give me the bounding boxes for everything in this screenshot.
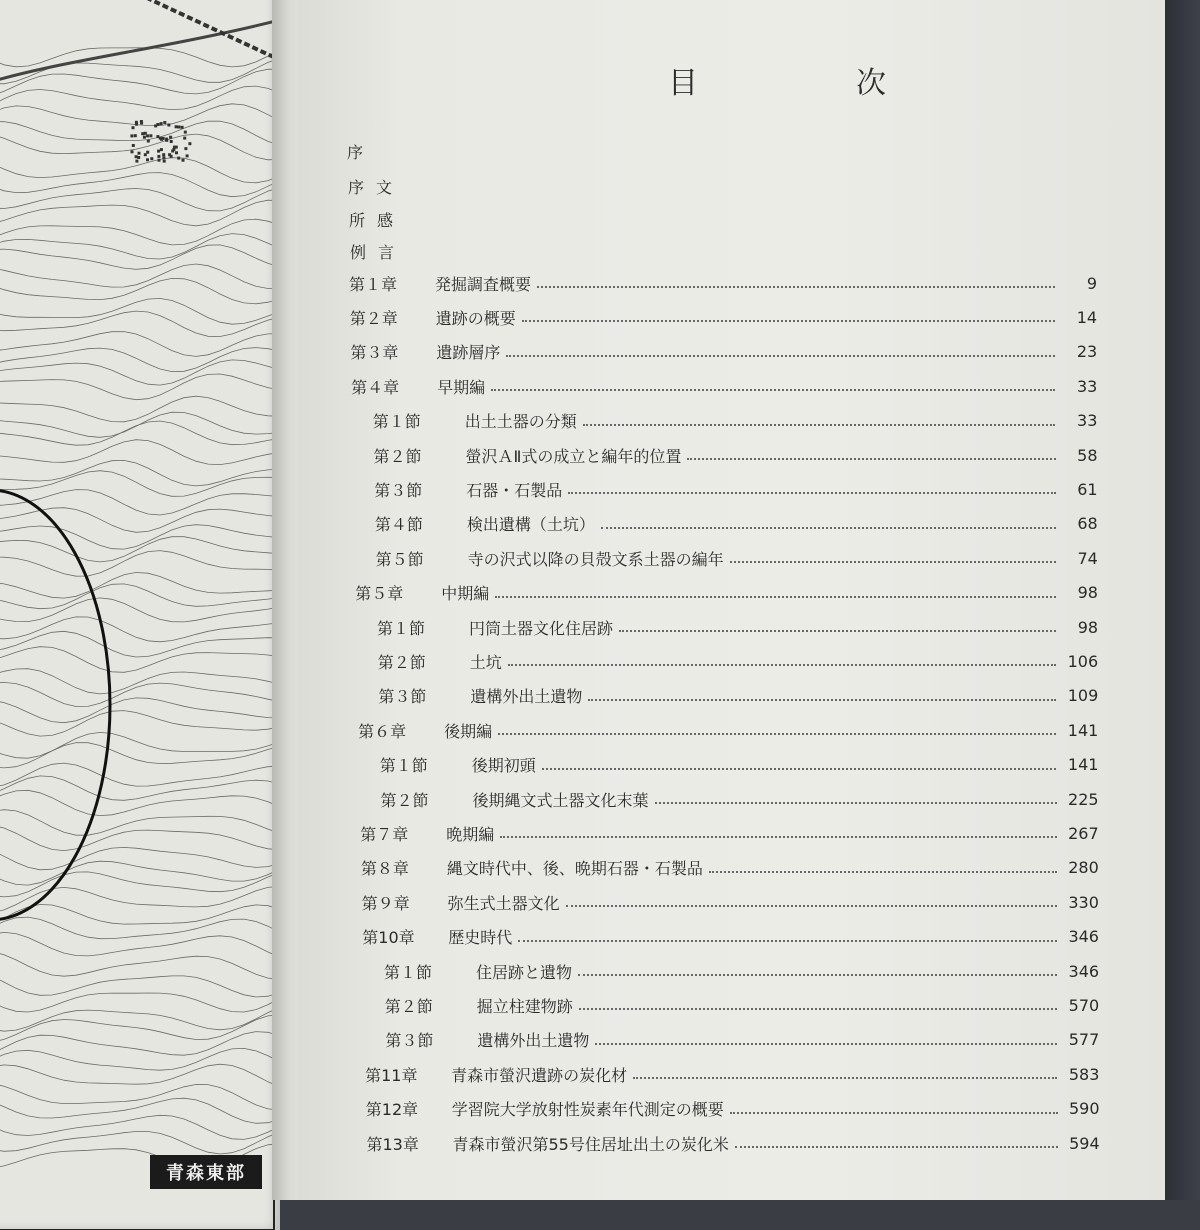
building-mark [184, 147, 187, 150]
toc-number-label: 第１節 [384, 962, 433, 982]
contour-line [0, 1032, 280, 1056]
dot-leader [633, 1077, 1057, 1079]
toc-number-label: 第３節 [374, 480, 423, 500]
toc-number-label: 第５章 [355, 584, 404, 604]
toc-page-number: 109 [1067, 686, 1099, 706]
building-mark [130, 134, 133, 137]
toc-page-number: 594 [1069, 1133, 1100, 1153]
contour-line [0, 460, 280, 486]
toc-page-number: 9 [1086, 273, 1097, 293]
toc-page-number: 141 [1067, 755, 1099, 775]
contour-line [0, 158, 280, 183]
dot-leader [735, 1146, 1058, 1148]
contour-line [0, 682, 280, 706]
building-mark [143, 136, 146, 139]
building-mark [132, 126, 135, 129]
toc-page-number: 98 [1077, 583, 1098, 603]
preface-item: 序 [347, 143, 376, 162]
dot-leader [498, 733, 1056, 735]
toc-number-label: 第７章 [360, 824, 409, 844]
building-mark [146, 158, 149, 161]
toc-section-row [381, 785, 1099, 813]
contour-line [0, 278, 280, 303]
dot-leader [500, 836, 1056, 838]
building-mark [147, 140, 150, 143]
toc-entry-title: 遺跡の概要 [435, 308, 516, 328]
toc-number-label: 第３節 [378, 687, 427, 707]
contour-line [0, 763, 280, 787]
contour-line [0, 396, 280, 422]
toc-page-number: 106 [1067, 651, 1099, 671]
building-mark [168, 153, 171, 156]
contour-line [0, 1084, 280, 1110]
railway-line [130, 0, 280, 60]
dot-leader [595, 1043, 1057, 1045]
contour-line [0, 1048, 280, 1070]
toc-page-number: 14 [1076, 307, 1098, 327]
toc-entry-title: 歴史時代 [448, 928, 513, 948]
toc-number-label: 第11章 [365, 1065, 418, 1085]
toc-entry-title: 青森市螢沢遺跡の炭化材 [451, 1065, 628, 1085]
toc-page-number: 570 [1068, 995, 1100, 1015]
toc-entry-title: 後期縄文式土器文化末葉 [472, 790, 649, 810]
dot-leader [588, 699, 1056, 701]
contour-line [0, 952, 280, 980]
toc-entry-title: 発掘調査概要 [435, 274, 532, 294]
building-mark [140, 120, 143, 123]
contour-line [0, 69, 280, 95]
toc-page-number: 346 [1068, 927, 1099, 947]
contour-line [0, 1098, 280, 1123]
contour-line [0, 573, 280, 599]
toc-number-label: 第９章 [361, 893, 410, 913]
contour-line [0, 421, 280, 445]
contour-line [0, 187, 280, 211]
building-mark [167, 124, 170, 127]
dot-leader [687, 458, 1055, 460]
contour-line [0, 584, 280, 609]
toc-entry-title: 後期編 [444, 721, 493, 741]
building-mark [162, 153, 165, 156]
building-mark [182, 159, 185, 162]
dot-leader [583, 424, 1056, 426]
toc-entry-title: 弥生式土器文化 [447, 893, 560, 913]
building-mark [157, 150, 160, 153]
contour-line [0, 173, 280, 197]
dot-leader [491, 389, 1055, 391]
dot-leader [566, 905, 1057, 907]
contour-line [0, 617, 280, 642]
topographic-map-page [0, 0, 280, 1230]
dot-leader [542, 768, 1057, 770]
toc-number-label: 第３章 [350, 343, 399, 363]
toc-section-row [378, 647, 1098, 675]
contour-line [0, 872, 280, 897]
map-frame [0, 0, 274, 1230]
building-mark [165, 139, 168, 142]
map-sheet-label: 青森東部 [150, 1155, 262, 1189]
building-mark [181, 126, 184, 129]
building-mark [150, 157, 153, 160]
preface-item: 例言 [350, 243, 407, 262]
toc-number-label: 第10章 [362, 928, 415, 948]
preface-item: 序文 [348, 178, 405, 197]
toc-entry-title: 検出遺構（土坑） [466, 515, 595, 535]
toc-entry-title: 円筒土器文化住居跡 [469, 618, 614, 638]
toc-page-number: 23 [1076, 342, 1098, 362]
toc-section-row [380, 751, 1099, 779]
toc-section-row [374, 441, 1098, 469]
toc-number-label: 第６章 [358, 721, 407, 741]
contour-line [0, 711, 280, 737]
toc-page-number: 583 [1068, 1064, 1100, 1084]
building-mark [160, 148, 163, 151]
building-mark [183, 137, 186, 140]
contour-line [0, 698, 280, 723]
preface-item: 所感 [349, 211, 406, 230]
toc-entry-title: 学習院大学放射性炭素年代測定の概要 [451, 1100, 724, 1120]
building-mark [163, 121, 166, 124]
dot-leader [518, 940, 1057, 942]
building-mark [141, 132, 144, 135]
toc-chapter-row [358, 716, 1098, 744]
dot-leader [579, 1008, 1057, 1010]
building-mark [144, 132, 147, 135]
building-mark [132, 144, 135, 147]
toc-number-label: 第２章 [349, 308, 398, 328]
building-mark [158, 159, 161, 162]
toc-chapter-row [366, 1095, 1100, 1123]
contour-line [0, 525, 280, 549]
contour-line [0, 905, 280, 925]
toc-page-number: 330 [1068, 892, 1099, 912]
toc-page-number: 280 [1068, 858, 1099, 878]
dot-leader [578, 974, 1057, 976]
toc-chapter-row [355, 579, 1098, 607]
building-mark [170, 140, 173, 143]
road-line [0, 20, 280, 85]
toc-chapter-row [350, 303, 1097, 331]
toc-number-label: 第13章 [366, 1134, 419, 1154]
contour-line [0, 669, 280, 694]
toc-number-label: 第１節 [372, 412, 421, 432]
contour-line [0, 134, 280, 160]
toc-entry-title: 寺の沢式以降の貝殻文系土器の編年 [467, 549, 724, 569]
toc-entry-title: 掘立柱建物跡 [476, 996, 573, 1016]
toc-page-number: 141 [1067, 720, 1099, 740]
contour-line [0, 810, 280, 836]
toc-chapter-row [351, 372, 1097, 400]
contour-line [0, 598, 280, 622]
toc-section-row [377, 613, 1098, 641]
contour-line [0, 360, 280, 385]
contour-line [0, 264, 280, 289]
building-mark [135, 160, 138, 163]
toc-chapter-row [349, 269, 1097, 297]
building-mark [163, 160, 166, 163]
contour-line [0, 1064, 280, 1087]
building-mark [175, 151, 178, 154]
contour-line [0, 976, 280, 997]
toc-number-label: 第５節 [375, 549, 424, 569]
building-mark [157, 155, 160, 158]
toc-entry-title: 後期初頭 [471, 756, 536, 776]
building-mark [175, 125, 178, 128]
toc-section-row [385, 1026, 1099, 1054]
dot-leader [508, 664, 1056, 666]
toc-number-label: 第３節 [385, 1031, 434, 1051]
building-mark [186, 154, 189, 157]
contour-line [0, 790, 280, 815]
toc-entry-title: 出土土器の分類 [464, 412, 577, 432]
building-mark [160, 138, 163, 141]
building-mark [156, 123, 159, 126]
building-mark [188, 142, 191, 145]
dot-leader [655, 802, 1057, 804]
contour-line [0, 647, 280, 673]
toc-chapter-row [362, 923, 1099, 951]
toc-page-number: 61 [1077, 479, 1098, 499]
toc-number-label: 第８章 [360, 859, 409, 879]
contour-line [0, 1007, 280, 1031]
toc-entry-title: 石器・石製品 [466, 480, 563, 500]
toc-entry-title: 中期編 [441, 584, 490, 604]
toc-number-label: 第１章 [349, 274, 398, 294]
building-mark [184, 131, 187, 134]
toc-entry-title: 縄文時代中、後、晩期石器・石製品 [446, 859, 703, 879]
building-mark [156, 135, 159, 138]
dot-leader [568, 492, 1055, 494]
toc-number-label: 第２節 [380, 790, 429, 810]
building-mark [135, 123, 138, 126]
toc-number-label: 第２節 [377, 652, 426, 672]
toc-page-number: 33 [1077, 411, 1098, 431]
contour-line [0, 219, 280, 245]
contour-line [0, 348, 280, 372]
toc-entry-title: 遺構外出土遺物 [470, 687, 583, 707]
building-mark [177, 157, 180, 160]
contour-line [0, 471, 280, 497]
building-mark [169, 136, 172, 139]
toc-page-number: 590 [1068, 1099, 1100, 1119]
contour-map [0, 0, 280, 1230]
toc-number-label: 第１節 [377, 618, 426, 638]
building-mark [146, 134, 149, 137]
dot-leader [709, 871, 1057, 873]
dot-leader [619, 630, 1056, 632]
background-edge [1165, 0, 1200, 1200]
toc-section-row [373, 407, 1098, 435]
toc-number-label: 第２節 [384, 996, 433, 1016]
contour-line [0, 1115, 280, 1139]
building-mark [177, 126, 180, 129]
toc-number-label: 第４節 [374, 515, 423, 535]
contour-line [0, 825, 280, 850]
toc-chapter-row [362, 888, 1099, 916]
toc-entry-title: 螢沢ＡⅡ式の成立と編年的位置 [465, 446, 682, 466]
toc-page-number: 267 [1068, 823, 1099, 843]
contour-line [0, 917, 280, 939]
dot-leader [730, 561, 1056, 563]
contour-line [0, 86, 280, 110]
toc-entry-title: 早期編 [437, 377, 486, 397]
building-mark [138, 152, 141, 155]
building-mark [173, 146, 176, 149]
toc-entry-title: 住居跡と遺物 [476, 962, 573, 982]
toc-page-number: 33 [1076, 376, 1098, 396]
toc-page-number: 58 [1077, 445, 1098, 465]
toc-page-number: 68 [1077, 514, 1098, 534]
toc-page-number: 98 [1077, 617, 1099, 637]
toc-entry-title: 土坑 [469, 652, 502, 672]
dot-leader [522, 320, 1055, 322]
contour-line [0, 993, 280, 1012]
contour-line [0, 1015, 280, 1043]
building-mark [137, 156, 140, 159]
toc-section-row [384, 957, 1099, 985]
building-mark [135, 155, 138, 158]
contour-line [0, 537, 280, 562]
building-mark [149, 134, 152, 137]
toc-entry-title: 晩期編 [446, 824, 495, 844]
toc-number-label: 第２節 [373, 446, 422, 466]
toc-page-number: 577 [1068, 1030, 1100, 1050]
contour-line [0, 332, 280, 357]
toc-number-label: 第１節 [379, 756, 428, 776]
toc-chapter-row [361, 854, 1099, 882]
toc-page-number: 346 [1068, 961, 1100, 981]
dot-leader [506, 355, 1055, 357]
toc-chapter-row [350, 338, 1097, 366]
contour-line [0, 440, 280, 465]
toc-entry-title: 青森市螢沢第55号住居址出土の炭化米 [452, 1134, 729, 1154]
dot-leader [601, 527, 1056, 529]
toc-entry-title: 遺跡層序 [436, 343, 501, 363]
building-mark [144, 153, 147, 156]
contour-line [0, 374, 280, 400]
building-mark [134, 134, 137, 137]
toc-section-row [385, 991, 1100, 1019]
toc-section-row [374, 475, 1097, 503]
building-mark [160, 122, 163, 125]
toc-chapter-row [367, 1129, 1100, 1157]
dot-leader [730, 1112, 1058, 1114]
contour-line [0, 776, 280, 800]
dot-leader [495, 596, 1056, 598]
toc-number-label: 第12章 [365, 1100, 419, 1120]
toc-page-number: 225 [1068, 789, 1099, 809]
toc-section-row [375, 510, 1098, 538]
toc-page-number: 74 [1077, 548, 1098, 568]
toc-number-label: 第４章 [351, 377, 400, 397]
toc-chapter-row [360, 819, 1098, 847]
building-mark [131, 150, 134, 153]
dot-leader [537, 286, 1055, 288]
toc-entry-title: 遺構外出土遺物 [477, 1031, 590, 1051]
toc-section-row [378, 682, 1098, 710]
building-mark [162, 156, 165, 159]
toc-section-row [376, 544, 1098, 572]
contour-line [0, 234, 280, 259]
toc-title: 目 次 [668, 66, 950, 101]
toc-chapter-row [365, 1060, 1099, 1088]
